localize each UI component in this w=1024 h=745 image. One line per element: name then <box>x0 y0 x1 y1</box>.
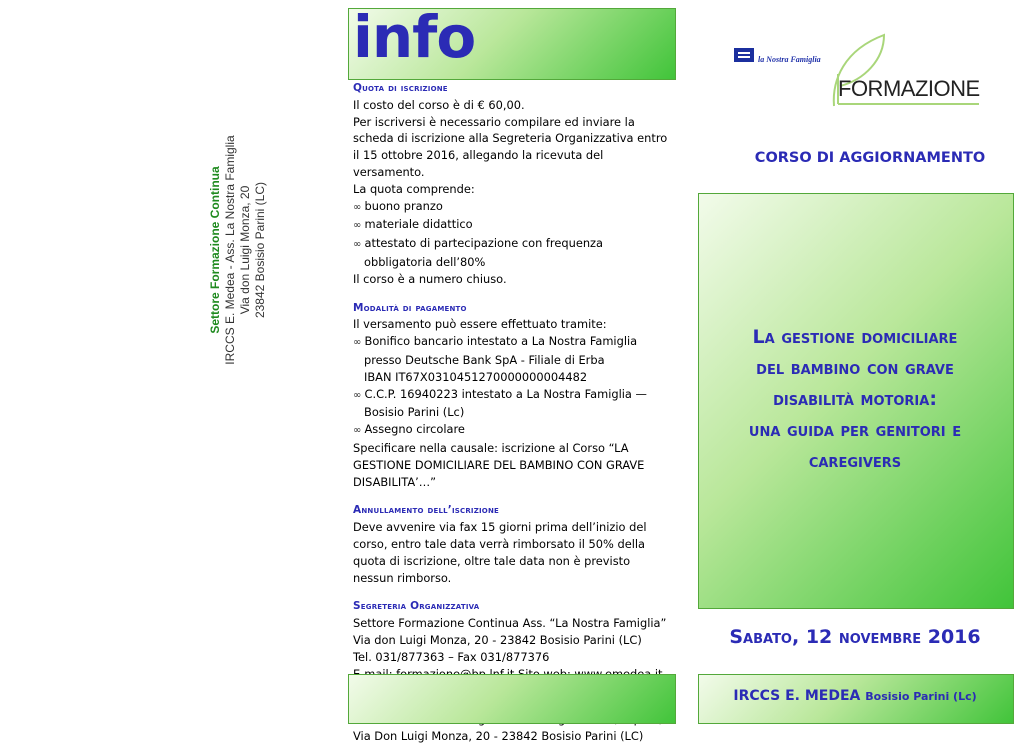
info-line: Settore Formazione Continua Ass. “La Nostra Famiglia” <box>353 616 667 631</box>
section-heading: Annullamento dell’iscrizione <box>353 504 500 517</box>
bullet-item <box>353 235 673 271</box>
section-heading: Quota di iscrizione <box>353 82 448 94</box>
bullet-text: attestato di partecipazione con frequenza obbligatoria dell’80% <box>364 236 604 269</box>
bullet-item <box>353 421 673 440</box>
bullet-text: Bonifico bancario intestato a La Nostra Famiglia presso Deutsche Bank SpA - Filiale di Erba <box>364 334 638 367</box>
bullet-item <box>353 333 673 369</box>
info-sections <box>353 80 673 745</box>
info-line: Via don Luigi Monza, 20 - 23842 Bosisio Parini (LC) <box>353 632 642 647</box>
venue-label <box>698 688 1012 704</box>
logo-association-name: la Nostra Famiglia <box>758 55 821 64</box>
bullet-symbol: ∞ <box>353 239 365 251</box>
course-title-line: caregivers <box>808 450 902 472</box>
organizer-address-vertical <box>208 130 288 370</box>
bullet-text: buono pranzo <box>364 198 443 213</box>
course-title-line: La gestione domiciliare <box>752 326 958 348</box>
organizer-street: Via don Luigi Monza, 20 <box>238 185 252 315</box>
bullet-symbol: ∞ <box>353 201 365 213</box>
bullet-text: materiale didattico <box>364 217 473 232</box>
bullet-item <box>353 386 673 422</box>
bullet-symbol: ∞ <box>353 220 365 232</box>
info-line: Via Don Luigi Monza, 20 - 23842 Bosisio Parini (LC) <box>353 728 644 743</box>
logo-wordmark: FORMAZIONE <box>838 76 980 101</box>
bullet-item <box>353 216 673 235</box>
info-line: IBAN IT67X0310451270000000004482 <box>364 369 588 384</box>
info-header-box <box>348 3 676 80</box>
info-line: La quota comprende: <box>353 181 475 196</box>
info-line: Per iscriversi è necessario compilare ed inviare la scheda di iscrizione alla Segreteria Organizzativa entro il 15 ottobre 2016, allegando la ricevuta del versamento. <box>353 114 668 179</box>
bullet-text: C.C.P. 16940223 intestato a La Nostra Famiglia — Bosisio Parini (Lc) <box>364 386 647 420</box>
course-title-line: del bambino con grave <box>756 357 954 379</box>
info-line: Il versamento può essere effettuato tramite: <box>353 317 607 332</box>
bullet-symbol: ∞ <box>353 389 365 401</box>
info-line: Il costo del corso è di € 60,00. <box>353 97 525 112</box>
organizer-institute: IRCCS E. Medea - Ass. La Nostra Famiglia <box>223 135 237 365</box>
logo-mark-icon <box>734 48 754 62</box>
organizer-city: 23842 Bosisio Parini (LC) <box>253 181 267 319</box>
info-line: Il corso è a numero chiuso. <box>353 271 507 286</box>
bullet-text: Assegno circolare <box>364 422 465 437</box>
bullet-symbol: ∞ <box>353 425 365 437</box>
course-title-line: una guida per genitori e <box>748 419 962 441</box>
course-date: Sabato, 12 novembre 2016 <box>729 626 981 648</box>
info-line: Deve avvenire via fax 15 giorni prima dell’inizio del corso, entro tale data verrà rimborsato il 50% della quota di iscrizione, oltre tale data non è previsto nessun rimborso. <box>353 520 647 585</box>
info-line: Tel. 031/877363 – Fax 031/877376 <box>353 649 550 664</box>
bottom-decoration-box <box>348 674 676 724</box>
info-line: Specificare nella causale: iscrizione al Corso “LA GESTIONE DOMICILIARE DEL BAMBINO CON GRAVE DISABILITA’…” <box>353 440 645 489</box>
venue-name: IRCCS E. MEDEA <box>733 688 861 704</box>
section-heading: Segreteria Organizzativa <box>353 600 480 613</box>
bullet-item <box>353 198 673 217</box>
course-title-line: disabilità motoria: <box>773 388 937 410</box>
venue-city: Bosisio Parini (Lc) <box>865 690 977 703</box>
course-type: CORSO DI AGGIORNAMENTO <box>754 150 986 166</box>
section-heading: Modalità di pagamento <box>353 301 467 314</box>
course-title <box>698 322 1012 477</box>
organizer-name: Settore Formazione Continua <box>208 166 222 334</box>
info-title: info <box>353 3 476 71</box>
bullet-symbol: ∞ <box>353 337 365 349</box>
